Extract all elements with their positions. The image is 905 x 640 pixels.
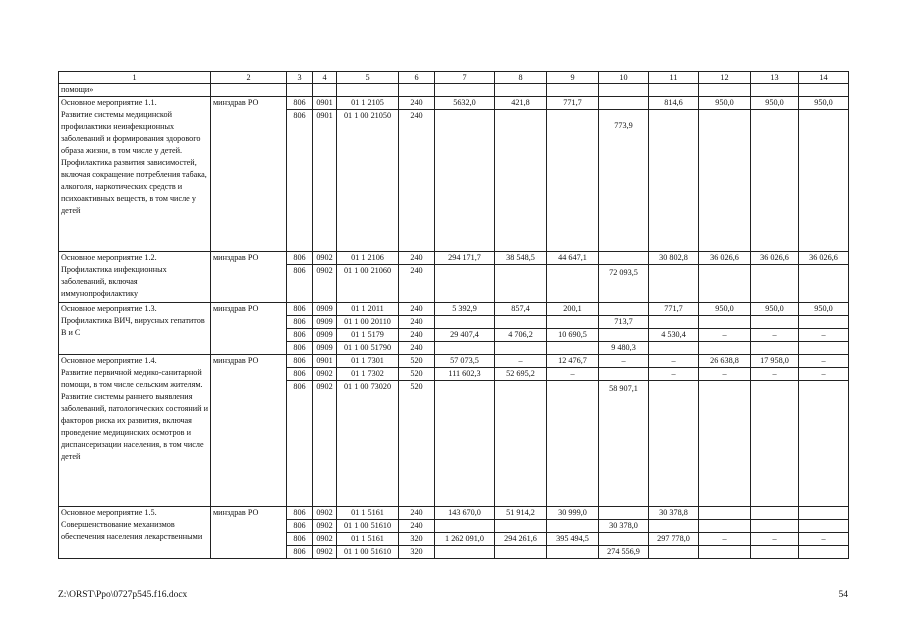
cell [599,110,649,252]
cell: 0909 [313,316,337,329]
table-row [59,97,849,110]
cell: 01 1 2011 [337,303,399,316]
budget-table-sheet [58,71,848,559]
cell: 806 [287,342,313,355]
cell: 806 [287,368,313,381]
cell: 520 [399,381,435,507]
cell: 57 073,5 [435,355,495,368]
cell: 950,0 [751,303,799,316]
cell: 421,8 [495,97,547,110]
col-header: 3 [287,72,313,84]
cell [599,303,649,316]
cell [599,252,649,265]
cell: – [699,329,751,342]
page-number: 54 [838,590,848,600]
col-header: 11 [649,72,699,84]
col-header: 6 [399,72,435,84]
cell: 806 [287,507,313,520]
cell: – [699,533,751,546]
cell: 806 [287,110,313,252]
cell: 814,6 [649,97,699,110]
measure-cell-1-3 [59,303,211,355]
cell-value: 72 093,5 [609,268,638,277]
ministry-cell: минздрав РО [211,97,287,252]
cell: – [799,355,849,368]
cell: 0902 [313,546,337,559]
table-row [59,252,849,265]
cell: 806 [287,520,313,533]
cell: 52 695,2 [495,368,547,381]
cell: 30 378,0 [599,520,649,533]
col-header: 10 [599,72,649,84]
col-header: 9 [547,72,599,84]
cell: 36 026,6 [699,252,751,265]
cell-value: 773,9 [614,121,633,130]
cell: 5632,0 [435,97,495,110]
ministry-cell: минздрав РО [211,507,287,559]
cell: 950,0 [751,97,799,110]
cell: 36 026,6 [751,252,799,265]
cell: 12 476,7 [547,355,599,368]
cell: 240 [399,110,435,252]
cell: 111 602,3 [435,368,495,381]
cell: 274 556,9 [599,546,649,559]
col-header: 5 [337,72,399,84]
cell: 950,0 [699,97,751,110]
measure-cell-1-5 [59,507,211,559]
measure-cell-1-2 [59,252,211,303]
measure-title: Основное мероприятие 1.4. [61,356,157,365]
cell: 1 262 091,0 [435,533,495,546]
cell [599,97,649,110]
cell: 950,0 [799,303,849,316]
cell: 806 [287,316,313,329]
measure-title: Основное мероприятие 1.2. [61,253,157,262]
cell: 0902 [313,507,337,520]
cell: 0901 [313,355,337,368]
cell: 4 706,2 [495,329,547,342]
cell: 0902 [313,533,337,546]
cell: 01 1 00 51610 [337,520,399,533]
cell: – [799,329,849,342]
cell: – [799,533,849,546]
cell [599,381,649,507]
table-row [59,355,849,368]
cell: 01 1 00 21060 [337,265,399,303]
cell: 950,0 [699,303,751,316]
continuation-text: помощи» [59,84,211,97]
cell: 0901 [313,110,337,252]
header-row [59,72,849,84]
cell: 38 548,5 [495,252,547,265]
cell: 294 171,7 [435,252,495,265]
col-header: 1 [59,72,211,84]
cell: 806 [287,381,313,507]
cell: 240 [399,329,435,342]
cell: 806 [287,546,313,559]
col-header: 4 [313,72,337,84]
cell: 771,7 [547,97,599,110]
cell: 806 [287,97,313,110]
measure-title: Основное мероприятие 1.3. [61,304,157,313]
cell: 51 914,2 [495,507,547,520]
cell: 01 1 00 20110 [337,316,399,329]
measure-cell-1-4 [59,355,211,507]
cell: 771,7 [649,303,699,316]
col-header: 8 [495,72,547,84]
budget-table [58,71,849,559]
cell: 240 [399,97,435,110]
cell: 240 [399,316,435,329]
cell: 240 [399,342,435,355]
cell: 5 392,9 [435,303,495,316]
cell: – [799,368,849,381]
col-header: 12 [699,72,751,84]
cell: 806 [287,533,313,546]
cell: 806 [287,252,313,265]
cell: 294 261,6 [495,533,547,546]
cell: 0902 [313,381,337,507]
cell: 240 [399,265,435,303]
cell: 806 [287,303,313,316]
measure-description: Развитие системы медицинской профилактики неинфекционных заболеваний и формирования здорового образа жизни, в том числе у детей. Профилактика развития зависимостей, включая сокращение потребления табака, алкоголя, наркотических средств и психоактивных веществ, в том числе у детей [61,110,207,215]
cell: 200,1 [547,303,599,316]
cell: 806 [287,329,313,342]
cell: 0902 [313,252,337,265]
col-header: 13 [751,72,799,84]
cell-value: 58 907,1 [609,384,638,393]
cell: 01 1 2106 [337,252,399,265]
cell: 01 1 2105 [337,97,399,110]
measure-title: Основное мероприятие 1.1. [61,98,157,107]
measure-description: Профилактика ВИЧ, вирусных гепатитов В и С [61,316,205,337]
cell: 01 1 5161 [337,533,399,546]
cell: 240 [399,303,435,316]
cell: 0909 [313,303,337,316]
cell: 17 958,0 [751,355,799,368]
cell: 320 [399,546,435,559]
measure-cell-1-1 [59,97,211,252]
cell: 30 802,8 [649,252,699,265]
cell [599,265,649,303]
cell: 240 [399,520,435,533]
cell: 4 530,4 [649,329,699,342]
cell: 240 [399,252,435,265]
cell: 0901 [313,97,337,110]
cell: 0909 [313,342,337,355]
cell: 30 999,0 [547,507,599,520]
cell: – [599,355,649,368]
cell: – [649,355,699,368]
col-header: 7 [435,72,495,84]
cell: 806 [287,355,313,368]
cell: – [751,533,799,546]
cell: – [649,368,699,381]
cell: 857,4 [495,303,547,316]
measure-description: Развитие первичной медико-санитарной помощи, в том числе сельским жителям. Развитие системы раннего выявления заболеваний, патологических состояний и факторов риска их развития, включая проведение медицинских осмотров и диспансеризации населения, в том числе детей [61,368,208,461]
cell: 950,0 [799,97,849,110]
col-header: 14 [799,72,849,84]
cell: 01 1 00 51790 [337,342,399,355]
cell: 01 1 5161 [337,507,399,520]
cell: 395 494,5 [547,533,599,546]
cell: 01 1 7301 [337,355,399,368]
col-header: 2 [211,72,287,84]
measure-description: Совершенствование механизмов обеспечения населения лекарственными [61,520,203,541]
cell: 320 [399,533,435,546]
cell: 520 [399,355,435,368]
measure-title: Основное мероприятие 1.5. [61,508,157,517]
cell: 01 1 5179 [337,329,399,342]
measure-description: Профилактика инфекционных заболеваний, включая иммунопрофилактику [61,265,167,298]
cell: – [547,368,599,381]
cell: 143 670,0 [435,507,495,520]
continuation-row [59,84,849,97]
cell: 9 480,3 [599,342,649,355]
cell: 01 1 00 21050 [337,110,399,252]
cell: 44 647,1 [547,252,599,265]
ministry-cell: минздрав РО [211,355,287,507]
cell: 297 778,0 [649,533,699,546]
cell: – [751,329,799,342]
cell: 240 [399,507,435,520]
cell: 01 1 00 51610 [337,546,399,559]
cell: 26 638,8 [699,355,751,368]
cell: 520 [399,368,435,381]
cell: 0902 [313,368,337,381]
cell: 713,7 [599,316,649,329]
table-row [59,507,849,520]
cell: 806 [287,265,313,303]
cell: 01 1 00 73020 [337,381,399,507]
ministry-cell: минздрав РО [211,303,287,355]
cell: 10 690,5 [547,329,599,342]
cell: 0902 [313,520,337,533]
cell: 30 378,8 [649,507,699,520]
cell: – [699,368,751,381]
cell: 29 407,4 [435,329,495,342]
table-row [59,303,849,316]
cell: 0902 [313,265,337,303]
cell: 36 026,6 [799,252,849,265]
file-path: Z:\ORST\Ppo\0727p545.f16.docx [58,590,188,600]
cell: – [495,355,547,368]
cell: 01 1 7302 [337,368,399,381]
cell: – [751,368,799,381]
ministry-cell: минздрав РО [211,252,287,303]
cell: 0909 [313,329,337,342]
